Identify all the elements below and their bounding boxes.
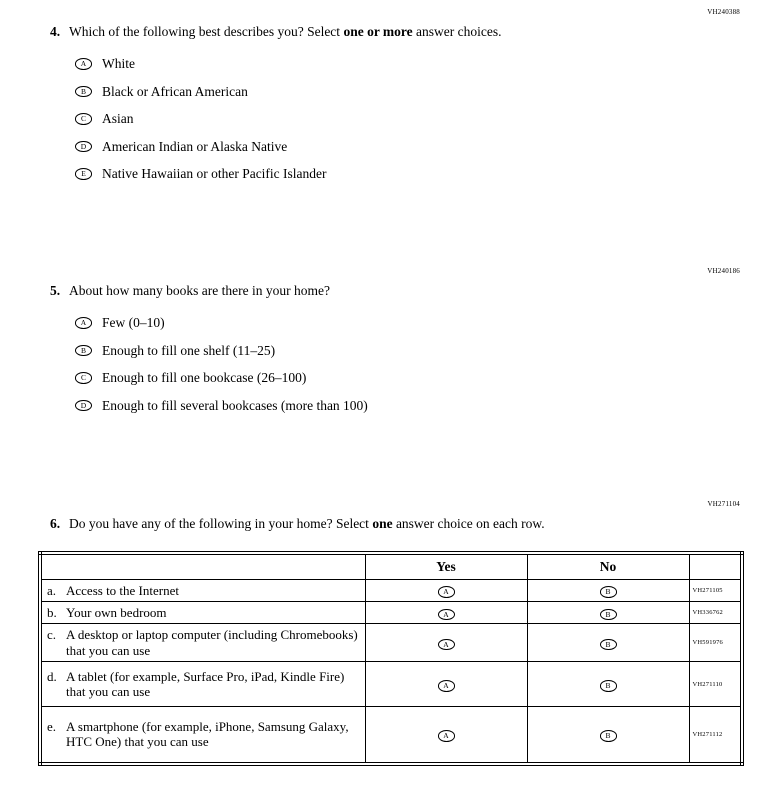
row-letter: d. [47,668,57,684]
question-4-text-bold: one or more [343,24,413,40]
option-label: Enough to fill one shelf (11–25) [102,342,276,358]
no-cell-smartphone[interactable] [527,707,689,764]
table-row-smartphone [40,707,742,764]
answer-bubble-a-icon[interactable]: A [438,639,455,651]
item-code-q4: VH240388 [707,8,740,16]
answer-bubble-e-icon[interactable]: E [75,168,92,180]
answer-bubble-b-icon[interactable]: B [600,730,617,742]
yes-cell-tablet[interactable] [365,662,527,707]
header-no: No [527,553,689,579]
question-4-number: 4. [50,24,61,40]
answer-bubble-b-icon[interactable]: B [600,680,617,692]
option-label: Enough to fill one bookcase (26–100) [102,370,307,386]
question-6-text-pre: Do you have any of the following in your home? Select [69,516,373,532]
item-code-q5: VH240186 [707,266,740,275]
question-5-prompt [50,283,738,300]
question-5-number: 5. [50,283,61,299]
table-row-tablet [40,662,742,707]
answer-bubble-a-icon[interactable]: A [438,730,455,742]
question-5-text: About how many books are there in your home? [69,283,330,299]
option-label: Native Hawaiian or other Pacific Islander [102,166,327,182]
answer-bubble-a-icon[interactable]: A [75,58,92,70]
answer-bubble-a-icon[interactable]: A [75,317,92,329]
option-q5-several-bookcases[interactable] [75,399,738,413]
option-q5-one-bookcase[interactable] [75,371,738,385]
option-q4-american-indian-or-alaska-native[interactable] [75,140,738,154]
answer-bubble-b-icon[interactable]: B [600,586,617,598]
option-q4-black-or-african-american[interactable] [75,85,738,99]
answer-bubble-d-icon[interactable]: D [75,141,92,153]
answer-bubble-a-icon[interactable]: A [438,609,455,621]
row-letter: e. [47,719,57,735]
option-label: Enough to fill several bookcases (more than 100) [102,397,368,413]
yes-cell-smartphone[interactable] [365,707,527,764]
no-cell-computer[interactable] [527,624,689,662]
row-text: A smartphone (for example, iPhone, Samsung Galaxy, HTC One) that you can use [66,719,349,750]
row-item-code: VH271110 [689,662,742,707]
row-letter: c. [47,627,57,643]
yes-cell-computer[interactable] [365,624,527,662]
row-label [40,707,365,764]
row-item-code: VH591976 [689,624,742,662]
option-q5-few[interactable] [75,316,738,330]
option-q4-white[interactable] [75,57,738,71]
question-4-text [69,24,502,41]
question-6-number: 6. [50,516,61,532]
question-6-text [69,516,545,533]
row-label [40,602,365,624]
row-item-code: VH336762 [689,602,742,624]
row-label [40,624,365,662]
question-5-options [50,316,738,412]
option-label: White [102,56,135,72]
question-4-text-post: answer choices. [412,24,502,40]
table-header-row [40,553,742,579]
option-label: Black or African American [102,83,248,99]
question-4-text-pre: Which of the following best describes you? Select [69,24,344,40]
row-item-code: VH271105 [689,579,742,601]
item-code-q6: VH271104 [707,500,740,509]
table-row-internet [40,579,742,601]
header-yes: Yes [365,553,527,579]
answer-bubble-a-icon[interactable]: A [438,680,455,692]
option-q4-asian[interactable] [75,112,738,126]
row-letter: a. [47,582,57,598]
question-4-prompt [50,24,738,41]
answer-bubble-d-icon[interactable]: D [75,400,92,412]
row-item-code: VH271112 [689,707,742,764]
header-empty [40,553,365,579]
yes-cell-bedroom[interactable] [365,602,527,624]
row-label [40,662,365,707]
question-6-answer-table [38,551,744,765]
answer-bubble-b-icon[interactable]: B [75,345,92,357]
option-label: Asian [102,111,134,127]
row-label [40,579,365,601]
table-row-bedroom [40,602,742,624]
no-cell-bedroom[interactable] [527,602,689,624]
option-label: American Indian or Alaska Native [102,138,288,154]
row-text: Access to the Internet [66,582,179,598]
answer-bubble-c-icon[interactable]: C [75,372,92,384]
option-q5-one-shelf[interactable] [75,344,738,358]
yes-cell-internet[interactable] [365,579,527,601]
question-6-text-post: answer choice on each row. [392,516,545,532]
question-6-prompt [50,516,738,533]
answer-bubble-b-icon[interactable]: B [75,86,92,98]
answer-bubble-b-icon[interactable]: B [600,609,617,621]
option-q4-native-hawaiian-or-pacific-islander[interactable] [75,167,738,181]
row-text: A tablet (for example, Surface Pro, iPad, Kindle Fire) that you can use [66,668,345,700]
no-cell-tablet[interactable] [527,662,689,707]
option-label: Few (0–10) [102,315,165,331]
no-cell-internet[interactable] [527,579,689,601]
answer-bubble-a-icon[interactable]: A [438,586,455,598]
answer-bubble-c-icon[interactable]: C [75,113,92,125]
answer-bubble-b-icon[interactable]: B [600,639,617,651]
header-code-empty [689,553,742,579]
question-4-options [50,57,738,181]
question-4 [0,24,778,180]
question-6-text-bold: one [372,516,393,532]
row-text: Your own bedroom [66,605,167,621]
row-letter: b. [47,605,57,621]
table-row-computer [40,624,742,662]
question-5 [0,283,778,412]
row-text: A desktop or laptop computer (including Chromebooks) that you can use [66,627,358,658]
question-6 [0,516,778,533]
